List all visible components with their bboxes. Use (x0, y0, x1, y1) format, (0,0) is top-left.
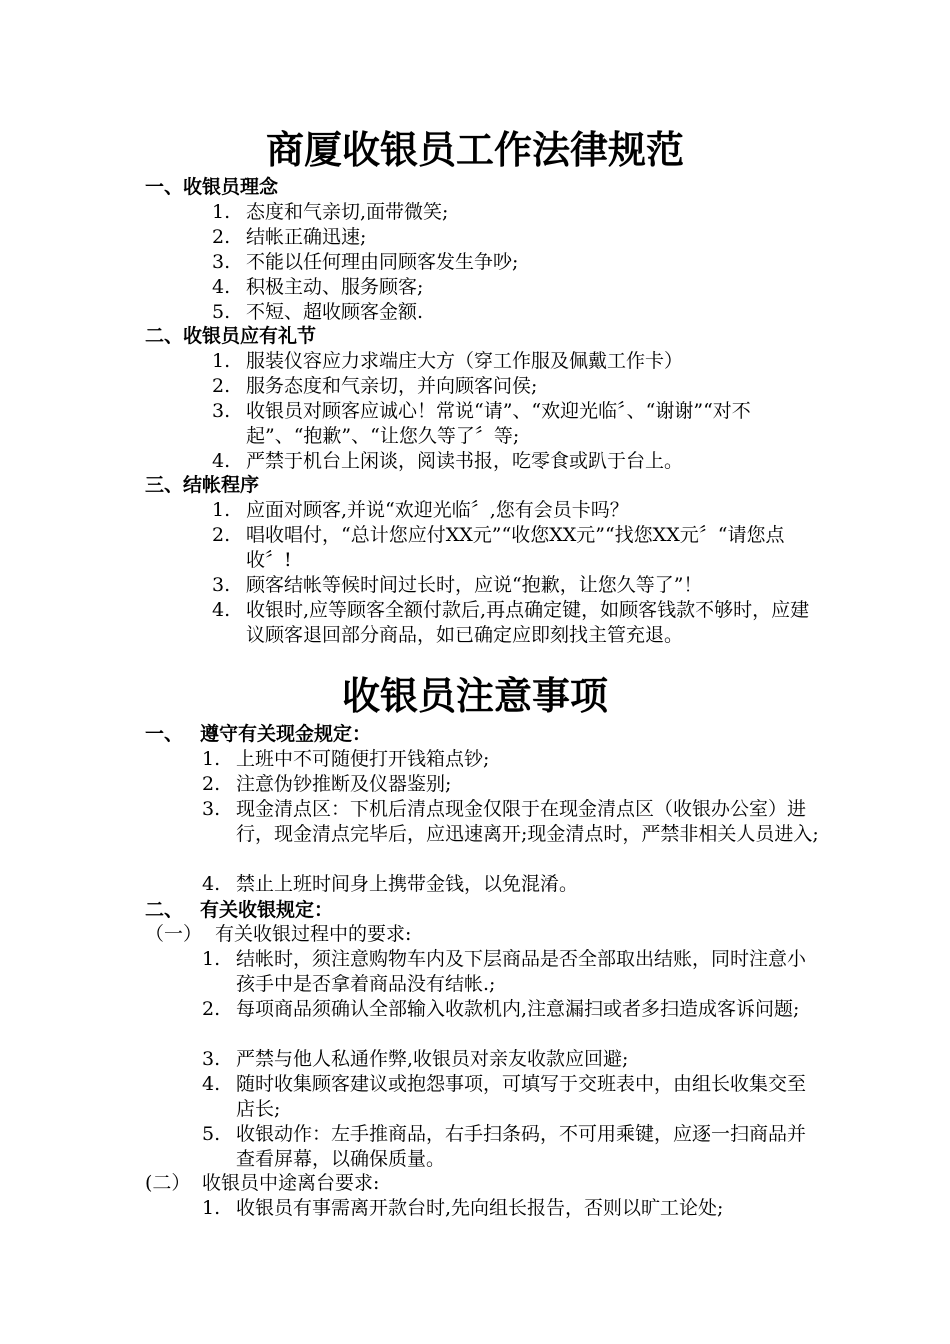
main-title: 商厦收银员工作法律规范 (265, 127, 684, 172)
secondary-title: 收银员注意事项 (341, 673, 608, 718)
list-item: 1. 结帐时，须注意购物车内及下层商品是否全部取出结账，同时注意小孩手中是否拿着商品没有结帐.; (202, 948, 807, 995)
list-item: 3. 现金清点区：下机后清点现金仅限于在现金清点区（收银办公室）进行，现金清点完毕后，应迅速离开;现金清点时，严禁非相关人员进入; (202, 798, 819, 845)
list-item: 1. 收银员有事需离开款台时,先向组长报告，否则以旷工论处; (202, 1197, 724, 1219)
list-item: 3. 严禁与他人私通作弊,收银员对亲友收款应回避; (202, 1048, 629, 1070)
section-heading-cashier-rules-number: 二、 (145, 899, 184, 921)
list-item: 2. 唱收唱付，“总计您应付XX元”“收您XX元”“找您XX元〞“请您点收〞! (212, 524, 785, 571)
list-item: 2. 每项商品须确认全部输入收款机内,注意漏扫或者多扫造成客诉问题; (202, 998, 800, 1020)
list-item: 2. 注意伪钞推断及仪器鉴别; (202, 773, 452, 795)
list-item: 1. 应面对顾客,并说“欢迎光临〞,您有会员卡吗？ (212, 499, 629, 521)
subsection-heading-checkout-requirements: 有关收银过程中的要求: (215, 923, 412, 945)
list-item: 1. 上班中不可随便打开钱箱点钞; (202, 748, 490, 770)
section-heading-etiquette: 二、收银员应有礼节 (145, 325, 317, 347)
list-item: 2. 服务态度和气亲切，并向顾客问侯; (212, 375, 538, 397)
list-item: 4. 随时收集顾客建议或抱怨事项，可填写于交班表中，由组长收集交至店长; (202, 1073, 807, 1120)
subsection-number: (二） (145, 1172, 191, 1194)
list-item: 2. 结帐正确迅速; (212, 226, 367, 248)
list-item: 1. 态度和气亲切,面带微笑; (212, 201, 449, 223)
list-item: 4. 严禁于机台上闲谈，阅读书报，吃零食或趴于台上。 (212, 450, 684, 472)
section-heading-cash-rules-number: 一、 (145, 723, 184, 745)
list-item: 3. 不能以任何理由同顾客发生争吵; (212, 251, 519, 273)
section-heading-cash-rules: 遵守有关现金规定： (200, 723, 372, 745)
list-item: 4. 禁止上班时间身上携带金钱，以免混淆。 (202, 873, 579, 895)
subsection-heading-leaving-counter: 收银员中途离台要求: (202, 1172, 380, 1194)
section-heading-cashier-philosophy: 一、收银员理念 (145, 176, 279, 198)
list-item: 4. 收银时,应等顾客全额付款后,再点确定键，如顾客钱款不够时，应建议顾客退回部分商品，如已确定应即刻找主管充退。 (212, 599, 810, 646)
subsection-number: （一） (145, 923, 203, 945)
list-item: 1. 服装仪容应力求端庄大方（穿工作服及佩戴工作卡） (212, 350, 684, 372)
list-item: 3. 收银员对顾客应诚心！常说“请”、“欢迎光临〞、“谢谢”“对不起”、“抱歉”、“让您久等了〞等; (212, 400, 751, 447)
section-heading-checkout-procedure: 三、结帐程序 (145, 474, 260, 496)
section-heading-cashier-rules: 有关收银规定： (200, 899, 334, 921)
list-item: 5. 不短、超收顾客金额. (212, 301, 424, 323)
list-item: 3. 顾客结帐等候时间过长时，应说“抱歉，让您久等了”！ (212, 574, 703, 596)
list-item: 5. 收银动作：左手推商品，右手扫条码，不可用乘键，应逐一扫商品并查看屏幕，以确保质量。 (202, 1123, 807, 1170)
list-item: 4. 积极主动、服务顾客; (212, 276, 424, 298)
